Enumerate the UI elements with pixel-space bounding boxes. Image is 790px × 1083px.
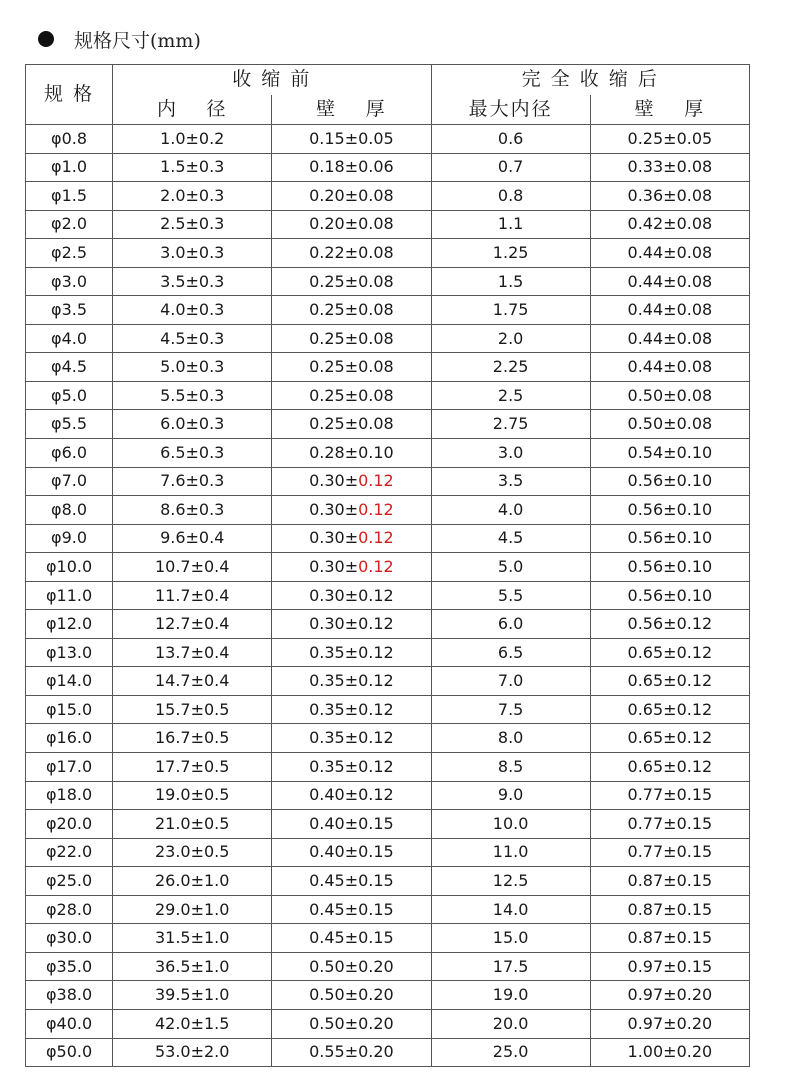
wall-tolerance: 0.12 [358,785,394,805]
wall-thickness-cell [272,1009,431,1038]
table-row [26,296,750,325]
wall-tolerance: 0.12 [358,671,394,691]
inner-diameter-cell: 31.5±1.0 [113,924,272,953]
wall-tolerance: 0.08 [358,414,394,434]
wall-after-cell: 0.25±0.05 [590,125,749,154]
wall-base: 0.45± [309,899,359,919]
spec-cell: φ38.0 [26,981,113,1010]
spec-cell: φ30.0 [26,924,113,953]
table-row [26,153,750,182]
spec-cell: φ22.0 [26,838,113,867]
table-row [26,895,750,924]
header-before-group: 收 缩 前 [113,65,431,95]
wall-tolerance: 0.06 [358,157,394,177]
wall-base: 0.35± [309,756,359,776]
wall-tolerance: 0.15 [358,813,394,833]
wall-after-cell: 0.50±0.08 [590,410,749,439]
wall-tolerance: 0.20 [358,985,394,1005]
spec-cell: φ6.0 [26,439,113,468]
wall-base: 0.25± [309,300,359,320]
max-inner-diameter-cell: 7.0 [431,667,590,696]
table-row [26,439,750,468]
wall-base: 0.45± [309,870,359,890]
inner-diameter-cell: 17.7±0.5 [113,753,272,782]
wall-tolerance: 0.12 [358,756,394,776]
wall-thickness-cell [272,353,431,382]
wall-after-cell: 0.44±0.08 [590,267,749,296]
header-inner-diameter: 内 径 [113,95,272,125]
table-row [26,667,750,696]
spec-cell: φ5.0 [26,381,113,410]
max-inner-diameter-cell: 1.75 [431,296,590,325]
wall-thickness-cell [272,467,431,496]
max-inner-diameter-cell: 1.5 [431,267,590,296]
wall-tolerance: 0.08 [358,185,394,205]
spec-cell: φ25.0 [26,867,113,896]
wall-tolerance: 0.12 [358,528,394,548]
inner-diameter-cell: 5.5±0.3 [113,381,272,410]
wall-after-cell: 0.56±0.12 [590,610,749,639]
inner-diameter-cell: 42.0±1.5 [113,1009,272,1038]
header-row-groups [26,65,750,95]
wall-tolerance: 0.08 [358,242,394,262]
inner-diameter-cell: 10.7±0.4 [113,553,272,582]
spec-cell: φ7.0 [26,467,113,496]
wall-base: 0.25± [309,271,359,291]
wall-thickness-cell [272,410,431,439]
inner-diameter-cell: 14.7±0.4 [113,667,272,696]
wall-thickness-cell [272,153,431,182]
wall-after-cell: 0.56±0.10 [590,524,749,553]
wall-thickness-cell [272,381,431,410]
wall-base: 0.30± [309,614,359,634]
table-row [26,610,750,639]
max-inner-diameter-cell: 1.25 [431,239,590,268]
inner-diameter-cell: 15.7±0.5 [113,695,272,724]
table-row [26,867,750,896]
max-inner-diameter-cell: 2.5 [431,381,590,410]
max-inner-diameter-cell: 9.0 [431,781,590,810]
wall-tolerance: 0.12 [358,556,394,576]
wall-after-cell: 0.77±0.15 [590,838,749,867]
max-inner-diameter-cell: 8.5 [431,753,590,782]
wall-after-cell: 0.77±0.15 [590,810,749,839]
wall-tolerance: 0.08 [358,328,394,348]
max-inner-diameter-cell: 2.75 [431,410,590,439]
spec-cell: φ15.0 [26,695,113,724]
wall-tolerance: 0.08 [358,357,394,377]
inner-diameter-cell: 1.0±0.2 [113,125,272,154]
wall-thickness-cell [272,210,431,239]
wall-after-cell: 0.44±0.08 [590,296,749,325]
inner-diameter-cell: 53.0±2.0 [113,1038,272,1067]
table-row [26,695,750,724]
table-row [26,125,750,154]
wall-thickness-cell [272,895,431,924]
wall-after-cell: 0.56±0.10 [590,496,749,525]
wall-base: 0.50± [309,985,359,1005]
spec-cell: φ4.0 [26,324,113,353]
wall-thickness-cell [272,324,431,353]
header-wall-before: 壁 厚 [272,95,431,125]
spec-cell: φ2.5 [26,239,113,268]
wall-after-cell: 0.33±0.08 [590,153,749,182]
spec-cell: φ2.0 [26,210,113,239]
wall-thickness-cell [272,724,431,753]
inner-diameter-cell: 1.5±0.3 [113,153,272,182]
wall-thickness-cell [272,810,431,839]
max-inner-diameter-cell: 2.25 [431,353,590,382]
table-row [26,553,750,582]
spec-cell: φ8.0 [26,496,113,525]
table-row [26,239,750,268]
inner-diameter-cell: 11.7±0.4 [113,581,272,610]
wall-base: 0.22± [309,242,359,262]
wall-base: 0.50± [309,1013,359,1033]
inner-diameter-cell: 9.6±0.4 [113,524,272,553]
wall-tolerance: 0.15 [358,870,394,890]
table-row [26,638,750,667]
wall-tolerance: 0.12 [358,499,394,519]
wall-tolerance: 0.08 [358,271,394,291]
inner-diameter-cell: 5.0±0.3 [113,353,272,382]
wall-thickness-cell [272,267,431,296]
wall-thickness-cell [272,296,431,325]
table-row [26,353,750,382]
header-wall-after: 壁 厚 [590,95,749,125]
inner-diameter-cell: 16.7±0.5 [113,724,272,753]
inner-diameter-cell: 4.5±0.3 [113,324,272,353]
wall-base: 0.30± [309,471,359,491]
wall-base: 0.15± [309,128,359,148]
max-inner-diameter-cell: 19.0 [431,981,590,1010]
wall-tolerance: 0.20 [358,1013,394,1033]
wall-tolerance: 0.08 [358,300,394,320]
wall-after-cell: 0.97±0.15 [590,952,749,981]
wall-tolerance: 0.15 [358,928,394,948]
max-inner-diameter-cell: 0.8 [431,182,590,211]
wall-thickness-cell [272,867,431,896]
wall-base: 0.20± [309,185,359,205]
wall-tolerance: 0.12 [358,642,394,662]
spec-cell: φ16.0 [26,724,113,753]
wall-tolerance: 0.08 [358,214,394,234]
wall-after-cell: 0.44±0.08 [590,239,749,268]
wall-after-cell: 0.36±0.08 [590,182,749,211]
max-inner-diameter-cell: 15.0 [431,924,590,953]
wall-base: 0.30± [309,499,359,519]
spec-cell: φ4.5 [26,353,113,382]
wall-base: 0.50± [309,956,359,976]
wall-base: 0.40± [309,785,359,805]
wall-thickness-cell [272,638,431,667]
wall-after-cell: 0.56±0.10 [590,553,749,582]
spec-cell: φ12.0 [26,610,113,639]
spec-cell: φ10.0 [26,553,113,582]
wall-after-cell: 0.87±0.15 [590,867,749,896]
spec-cell: φ50.0 [26,1038,113,1067]
spec-cell: φ20.0 [26,810,113,839]
wall-after-cell: 0.42±0.08 [590,210,749,239]
spec-cell: φ40.0 [26,1009,113,1038]
max-inner-diameter-cell: 11.0 [431,838,590,867]
inner-diameter-cell: 13.7±0.4 [113,638,272,667]
header-row-columns [26,95,750,125]
wall-tolerance: 0.12 [358,614,394,634]
wall-thickness-cell [272,553,431,582]
spec-table [25,64,750,1067]
inner-diameter-cell: 2.5±0.3 [113,210,272,239]
table-row [26,724,750,753]
wall-thickness-cell [272,239,431,268]
spec-cell: φ13.0 [26,638,113,667]
inner-diameter-cell: 8.6±0.3 [113,496,272,525]
wall-thickness-cell [272,838,431,867]
wall-thickness-cell [272,524,431,553]
wall-thickness-cell [272,439,431,468]
wall-after-cell: 0.65±0.12 [590,724,749,753]
wall-base: 0.35± [309,699,359,719]
max-inner-diameter-cell: 20.0 [431,1009,590,1038]
max-inner-diameter-cell: 14.0 [431,895,590,924]
max-inner-diameter-cell: 5.5 [431,581,590,610]
wall-base: 0.30± [309,528,359,548]
wall-after-cell: 0.87±0.15 [590,924,749,953]
max-inner-diameter-cell: 5.0 [431,553,590,582]
wall-thickness-cell [272,981,431,1010]
header-max-inner: 最大内径 [431,95,590,125]
max-inner-diameter-cell: 3.5 [431,467,590,496]
wall-tolerance: 0.10 [358,442,394,462]
table-row [26,952,750,981]
table-row [26,924,750,953]
inner-diameter-cell: 3.5±0.3 [113,267,272,296]
max-inner-diameter-cell: 12.5 [431,867,590,896]
max-inner-diameter-cell: 7.5 [431,695,590,724]
wall-tolerance: 0.05 [358,128,394,148]
table-row [26,524,750,553]
header-after-group: 完 全 收 缩 后 [431,65,749,95]
wall-base: 0.35± [309,642,359,662]
table-row [26,753,750,782]
spec-cell: φ28.0 [26,895,113,924]
table-row [26,381,750,410]
inner-diameter-cell: 4.0±0.3 [113,296,272,325]
wall-thickness-cell [272,952,431,981]
wall-after-cell: 0.97±0.20 [590,981,749,1010]
max-inner-diameter-cell: 6.5 [431,638,590,667]
wall-thickness-cell [272,695,431,724]
inner-diameter-cell: 19.0±0.5 [113,781,272,810]
wall-base: 0.35± [309,671,359,691]
inner-diameter-cell: 12.7±0.4 [113,610,272,639]
inner-diameter-cell: 39.5±1.0 [113,981,272,1010]
max-inner-diameter-cell: 3.0 [431,439,590,468]
spec-cell: φ18.0 [26,781,113,810]
table-row [26,838,750,867]
wall-after-cell: 0.56±0.10 [590,467,749,496]
wall-base: 0.30± [309,556,359,576]
max-inner-diameter-cell: 4.0 [431,496,590,525]
wall-base: 0.20± [309,214,359,234]
wall-after-cell: 0.44±0.08 [590,353,749,382]
wall-base: 0.28± [309,442,359,462]
table-row [26,467,750,496]
table-row [26,1009,750,1038]
table-row [26,810,750,839]
spec-cell: φ5.5 [26,410,113,439]
wall-tolerance: 0.08 [358,385,394,405]
wall-thickness-cell [272,781,431,810]
spec-cell: φ9.0 [26,524,113,553]
max-inner-diameter-cell: 8.0 [431,724,590,753]
section-title-text: 规格尺寸(mm) [74,29,201,52]
wall-thickness-cell [272,753,431,782]
wall-base: 0.25± [309,414,359,434]
section-title [38,24,201,54]
wall-after-cell: 0.65±0.12 [590,695,749,724]
spec-cell: φ1.0 [26,153,113,182]
wall-tolerance: 0.12 [358,699,394,719]
inner-diameter-cell: 3.0±0.3 [113,239,272,268]
wall-tolerance: 0.12 [358,728,394,748]
wall-base: 0.30± [309,585,359,605]
header-spec: 规 格 [26,65,113,125]
table-row [26,210,750,239]
wall-thickness-cell [272,924,431,953]
table-row [26,182,750,211]
spec-cell: φ11.0 [26,581,113,610]
table-row [26,1038,750,1067]
max-inner-diameter-cell: 2.0 [431,324,590,353]
bullet-icon [38,31,54,47]
inner-diameter-cell: 29.0±1.0 [113,895,272,924]
wall-thickness-cell [272,610,431,639]
wall-tolerance: 0.12 [358,585,394,605]
wall-thickness-cell [272,496,431,525]
table-row [26,267,750,296]
max-inner-diameter-cell: 0.7 [431,153,590,182]
spec-cell: φ35.0 [26,952,113,981]
wall-base: 0.25± [309,385,359,405]
wall-base: 0.25± [309,328,359,348]
wall-tolerance: 0.15 [358,842,394,862]
wall-after-cell: 0.50±0.08 [590,381,749,410]
wall-tolerance: 0.12 [358,471,394,491]
wall-tolerance: 0.15 [358,899,394,919]
inner-diameter-cell: 21.0±0.5 [113,810,272,839]
table-row [26,410,750,439]
inner-diameter-cell: 7.6±0.3 [113,467,272,496]
wall-after-cell: 0.44±0.08 [590,324,749,353]
wall-after-cell: 0.65±0.12 [590,667,749,696]
max-inner-diameter-cell: 25.0 [431,1038,590,1067]
inner-diameter-cell: 26.0±1.0 [113,867,272,896]
table-row [26,981,750,1010]
max-inner-diameter-cell: 0.6 [431,125,590,154]
inner-diameter-cell: 23.0±0.5 [113,838,272,867]
spec-cell: φ1.5 [26,182,113,211]
table-row [26,781,750,810]
max-inner-diameter-cell: 17.5 [431,952,590,981]
inner-diameter-cell: 6.5±0.3 [113,439,272,468]
spec-cell: φ0.8 [26,125,113,154]
wall-base: 0.25± [309,357,359,377]
max-inner-diameter-cell: 6.0 [431,610,590,639]
wall-base: 0.40± [309,813,359,833]
wall-base: 0.45± [309,928,359,948]
inner-diameter-cell: 36.5±1.0 [113,952,272,981]
wall-thickness-cell [272,581,431,610]
wall-after-cell: 0.54±0.10 [590,439,749,468]
table-row [26,324,750,353]
spec-cell: φ3.0 [26,267,113,296]
wall-after-cell: 0.65±0.12 [590,753,749,782]
inner-diameter-cell: 6.0±0.3 [113,410,272,439]
max-inner-diameter-cell: 1.1 [431,210,590,239]
spec-cell: φ14.0 [26,667,113,696]
wall-after-cell: 0.77±0.15 [590,781,749,810]
wall-tolerance: 0.20 [358,956,394,976]
wall-base: 0.40± [309,842,359,862]
wall-thickness-cell [272,182,431,211]
wall-base: 0.35± [309,728,359,748]
wall-after-cell: 1.00±0.20 [590,1038,749,1067]
table-row [26,581,750,610]
spec-cell: φ3.5 [26,296,113,325]
wall-after-cell: 0.65±0.12 [590,638,749,667]
max-inner-diameter-cell: 4.5 [431,524,590,553]
wall-after-cell: 0.97±0.20 [590,1009,749,1038]
max-inner-diameter-cell: 10.0 [431,810,590,839]
wall-thickness-cell [272,1038,431,1067]
table-row [26,496,750,525]
wall-after-cell: 0.87±0.15 [590,895,749,924]
wall-base: 0.18± [309,157,359,177]
wall-after-cell: 0.56±0.10 [590,581,749,610]
inner-diameter-cell: 2.0±0.3 [113,182,272,211]
wall-thickness-cell [272,125,431,154]
wall-tolerance: 0.20 [358,1042,394,1062]
wall-thickness-cell [272,667,431,696]
wall-base: 0.55± [309,1042,359,1062]
spec-cell: φ17.0 [26,753,113,782]
